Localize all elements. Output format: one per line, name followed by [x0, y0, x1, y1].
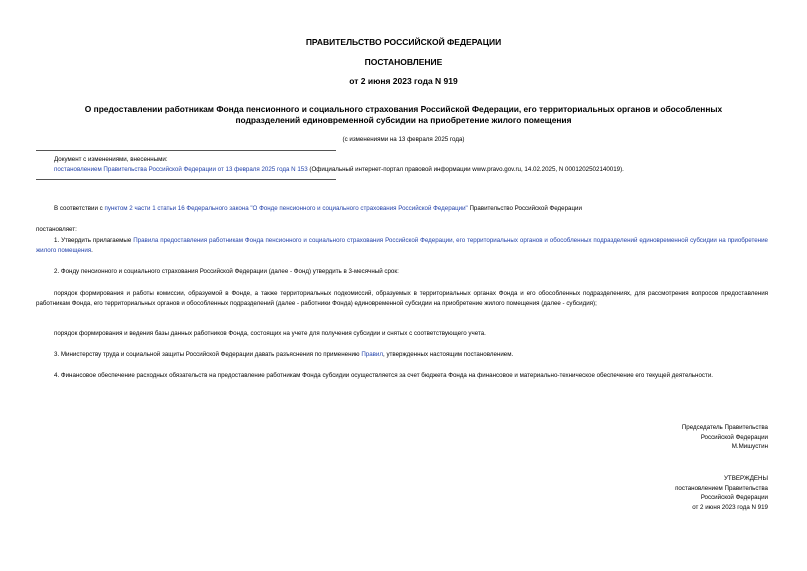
doc-type-heading: ПОСТАНОВЛЕНИЕ — [364, 57, 443, 67]
item-2: 2. Фонду пенсионного и социального страхования Российской Федерации (далее - Фонд) утвердить в 3-месячный срок: — [54, 268, 399, 275]
amendment-note: (с изменениями на 13 февраля 2025 года) — [342, 136, 465, 143]
doc-title-line-2: подразделений единовременной субсидии на приобретение жилого помещения — [235, 115, 572, 125]
rules-link[interactable]: Правила предоставления работникам Фонда пенсионного и социального страхования Российской Федерации, его территориальных органов и обособленных подразделений единовременной субсидии на приобретение жилого помещения — [36, 237, 768, 254]
item-2a: порядок формирования и работы комиссии, образуемой в Фонде, а также территориальных подкомиссий, образуемых в территориальных органах Фонда и его обособленных подразделениях, для рассмотрения вопросов предоставления работникам Фонда, его территориальных органов и обособленных подразделений (далее - работники Фонда) единовременной субсидии на приобретение жилого помещения (далее - субсидия); — [36, 290, 768, 307]
approved-by: постановлением Правительства — [675, 484, 768, 492]
approved-date: от 2 июня 2023 года N 919 — [692, 503, 768, 511]
signature-block — [468, 423, 768, 452]
federal-law-link[interactable]: пунктом 2 части 1 статьи 16 Федерального закона "О Фонде пенсионного и социального страхования Российской Федерации" — [104, 205, 468, 212]
amendment-link[interactable]: постановлением Правительства Российской Федерации от 13 февраля 2025 года N 153 — [54, 166, 308, 173]
signature-body: Российской Федерации — [700, 433, 768, 441]
item-3: 3. Министерству труда и социальной защиты Российской Федерации давать разъяснения по применению Правил, утвержденных настоящим постановлением. — [54, 351, 514, 358]
item-2b: порядок формирования и ведения базы данных работников Фонда, состоящих на учете для получения субсидии и снятых с соответствующего учета. — [54, 330, 486, 337]
amendments-reference — [54, 165, 784, 175]
item-4: 4. Финансовое обеспечение расходных обязательств на предоставление работникам Фонда субсидии осуществляется за счет бюджета Фонда на финансовое и материально-техническое обеспечение его текущей деятельности. — [54, 372, 713, 379]
approved-block — [468, 474, 768, 512]
approved-heading: УТВЕРЖДЕНЫ — [724, 475, 768, 482]
item-1: 1. Утвердить прилагаемые Правила предоставления работникам Фонда пенсионного и социального страхования Российской Федерации, его территориальных органов и обособленных подразделений единовременной субсидии на приобретение жилого помещения. — [36, 237, 768, 254]
signature-position: Председатель Правительства — [681, 424, 768, 431]
doc-date-number: от 2 июня 2023 года N 919 — [349, 76, 458, 86]
amendments-intro: Документ с изменениями, внесенными: — [54, 156, 168, 163]
signature-name: М.Мишустин — [731, 443, 768, 450]
approved-body: Российской Федерации — [700, 494, 768, 501]
government-heading: ПРАВИТЕЛЬСТВО РОССИЙСКОЙ ФЕДЕРАЦИИ — [305, 37, 502, 47]
amendments-divider — [36, 150, 336, 151]
decree-word: постановляет: — [36, 226, 77, 233]
amendments-divider-bottom — [36, 179, 336, 180]
preamble-paragraph: В соответствии с пунктом 2 части 1 статьи 16 Федерального закона "О Фонде пенсионного и социального страхования Российской Федерации" Правительство Российской Федерации — [54, 205, 582, 212]
amendment-source: (Официальный интернет-портал правовой информации www.pravo.gov.ru, 14.02.2025, N 0001202502140019). — [307, 166, 624, 173]
doc-title-line-1: О предоставлении работникам Фонда пенсионного и социального страхования Российской Федерации, его территориальных органов и обособленных — [84, 104, 723, 114]
rules-short-link[interactable]: Правил — [361, 351, 383, 358]
